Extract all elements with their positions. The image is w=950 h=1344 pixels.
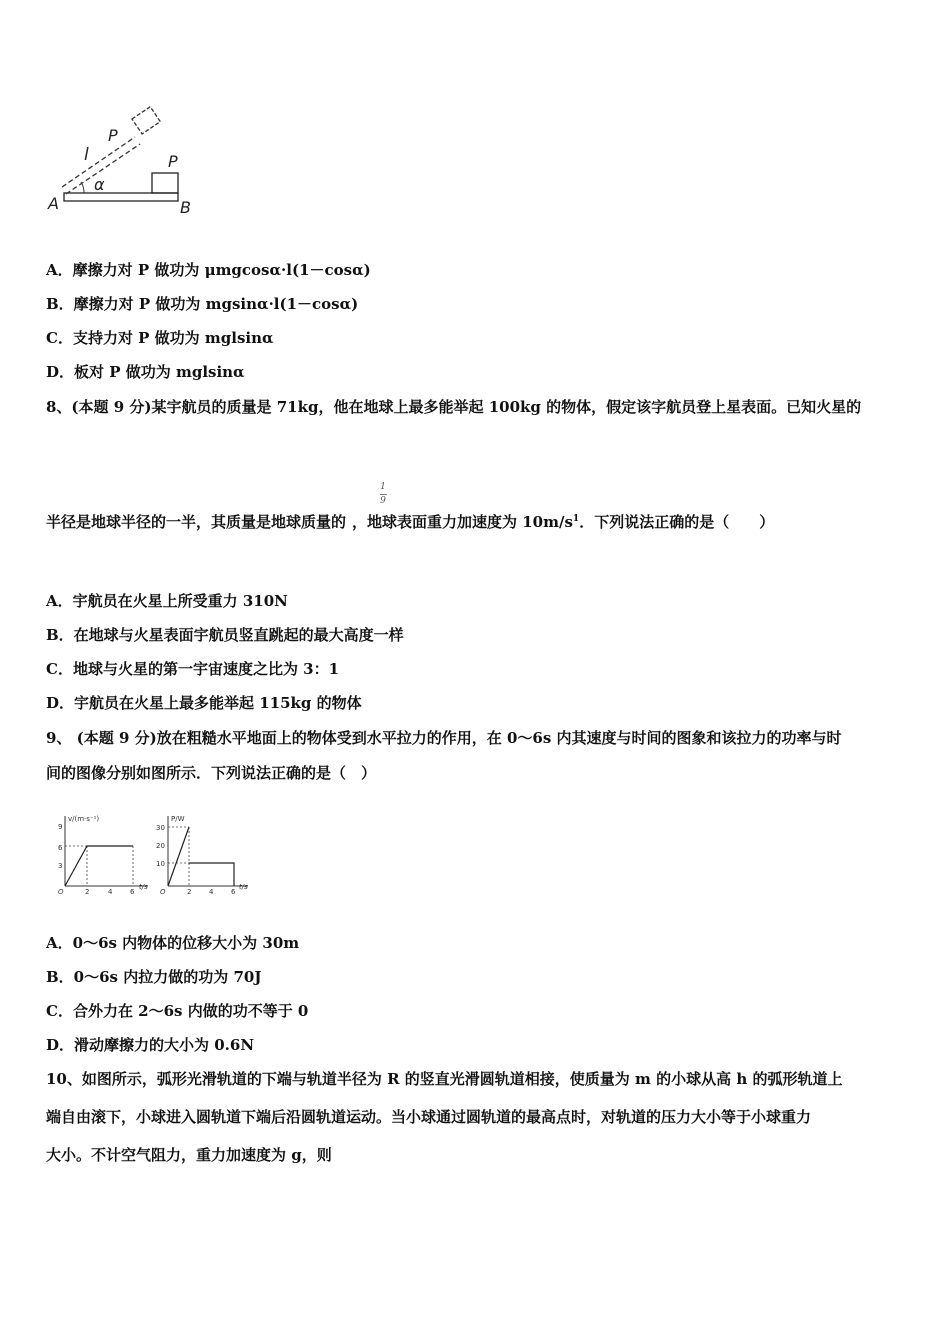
q8-option-d: D．宇航员在火星上最多能举起 115kg 的物体 [46, 694, 362, 712]
label-l: l [84, 145, 89, 165]
p-series-ramp [168, 827, 189, 886]
v-ytick-6: 6 [58, 844, 63, 852]
q8-option-a: A．宇航员在火星上所受重力 310N [46, 592, 288, 610]
p-ytick-10: 10 [156, 860, 165, 868]
q8-stem-line2 [46, 509, 774, 532]
p-ytick-20: 20 [156, 842, 165, 850]
q7-option-d: D．板对 P 做功为 mglsinα [46, 363, 245, 381]
p-ytick-30: 30 [156, 824, 165, 832]
q7-option-b: B．摩擦力对 P 做功为 mgsinα·l(1－cosα) [46, 295, 359, 313]
v-xtick-4: 4 [108, 888, 113, 896]
fraction-bar [380, 494, 387, 495]
q9-stem-line1: 9、 (本题 9 分)放在粗糙水平地面上的物体受到水平拉力的作用，在 0～6s 内其速度与时间的图象和该拉力的功率与时 [46, 729, 842, 747]
q9-option-d: D．滑动摩擦力的大小为 0.6N [46, 1036, 255, 1054]
p-origin: O [160, 888, 166, 896]
v-ytick-9: 9 [58, 823, 63, 831]
block-p [152, 173, 178, 193]
p-ylabel: P/W [171, 815, 185, 823]
velocity-time-graph [56, 810, 156, 896]
label-b: B [180, 198, 191, 217]
q9-option-a: A．0～6s 内物体的位移大小为 30m [46, 934, 300, 952]
v-ytick-3: 3 [58, 862, 63, 870]
p-xtick-2: 2 [187, 888, 192, 896]
q7-option-c: C．支持力对 P 做功为 mglsinα [46, 329, 274, 347]
q9-option-b: B．0～6s 内拉力做的功为 70J [46, 968, 262, 986]
q10-stem-line3: 大小。不计空气阻力，重力加速度为 g，则 [46, 1146, 332, 1164]
p-xtick-4: 4 [209, 888, 214, 896]
q8-line2-part-a: 半径是地球半径的一半，其质量是地球质量的 [46, 513, 347, 531]
q8-line2-part-c: ．下列说法正确的是（ ） [579, 513, 775, 531]
v-xlabel: t/s [139, 883, 148, 891]
label-p-block: P [168, 152, 178, 171]
q8-stem-line1: 8、(本题 9 分)某宇航员的质量是 71kg，他在地球上最多能举起 100kg 的物体，假定该字航员登上星表面。已知火星的 [46, 398, 862, 416]
fraction-numerator: 1 [380, 482, 386, 492]
p-xlabel: t/s [239, 883, 248, 891]
board-ab [64, 193, 178, 201]
label-p-top: P [108, 126, 118, 145]
q10-stem-line1: 10、如图所示，弧形光滑轨道的下端与轨道半径为 R 的竖直光滑圆轨道相接，使质量为 m 的小球从高 h 的弧形轨道上 [46, 1070, 843, 1088]
p-series-flat [189, 863, 234, 886]
v-series-line [65, 846, 133, 886]
fraction-denominator: 9 [380, 496, 386, 506]
incline-figure [44, 105, 204, 220]
q8-option-b: B．在地球与火星表面宇航员竖直跳起的最大高度一样 [46, 626, 404, 644]
q8-line2-part-b: ，地球表面重力加速度为 10m/s [352, 513, 573, 531]
v-xtick-2: 2 [85, 888, 90, 896]
q7-option-a: A．摩擦力对 P 做功为 μmgcosα·l(1－cosα) [46, 261, 371, 279]
label-a: A [48, 194, 59, 213]
p-xtick-6: 6 [231, 888, 236, 896]
v-ylabel: v/(m·s⁻¹) [68, 815, 100, 823]
angle-arc [81, 182, 84, 193]
q8-option-c: C．地球与火星的第一宇宙速度之比为 3：1 [46, 660, 340, 678]
block-p-dashed [132, 107, 160, 134]
q8-line2-superscript: 1 [572, 514, 580, 524]
power-time-graph [152, 810, 252, 896]
q10-stem-line2: 端自由滚下，小球进入圆轨道下端后沿圆轨道运动。当小球通过圆轨道的最高点时，对轨道的压力大小等于小球重力 [46, 1108, 812, 1126]
label-alpha: α [94, 175, 105, 194]
v-xtick-6: 6 [130, 888, 135, 896]
q9-stem-line2: 间的图像分别如图所示．下列说法正确的是（ ） [46, 764, 377, 782]
v-origin: O [58, 888, 64, 896]
q9-option-c: C．合外力在 2～6s 内做的功不等于 0 [46, 1002, 309, 1020]
